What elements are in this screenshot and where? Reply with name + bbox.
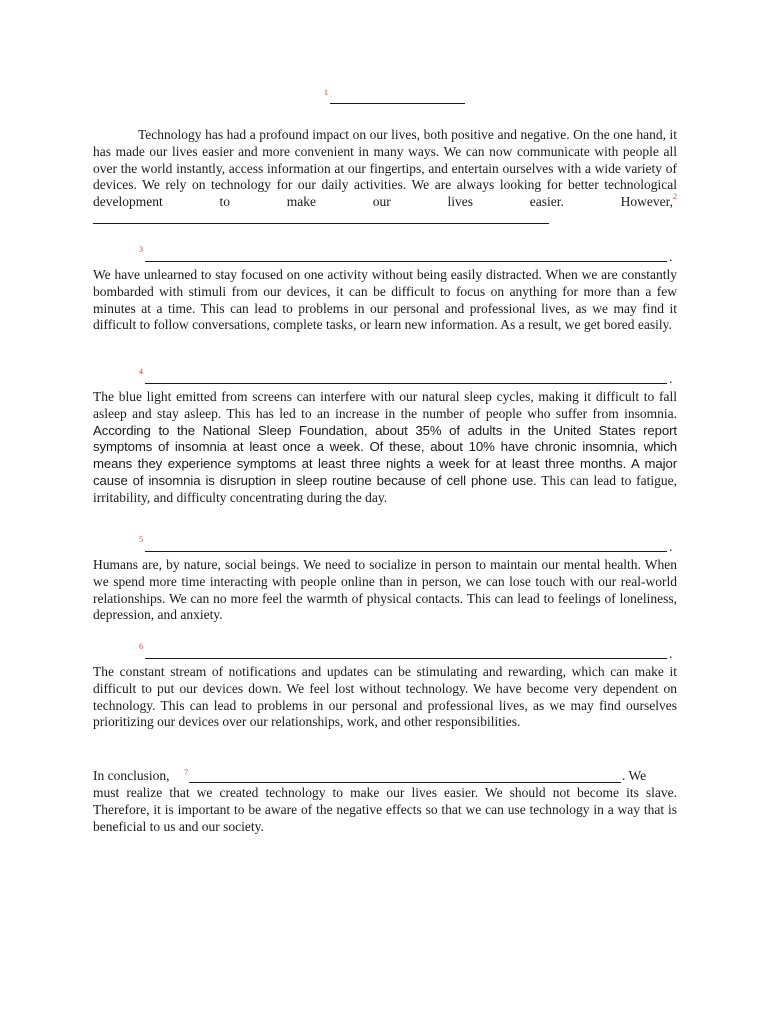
blank-7-line[interactable] bbox=[189, 770, 621, 783]
conclusion-text: must realize that we created technology to make our lives easier. We should not become its slave. Therefore, it is important to be aware of the negative effects so that we can use technology in a way that is beneficial to us and our society. bbox=[93, 785, 677, 834]
blank-number-6: 6 bbox=[139, 642, 143, 651]
blank-number-7: 7 bbox=[184, 768, 188, 777]
section-5-text: Humans are, by nature, social beings. We need to socialize in person to maintain our mental health. When we spend more time interacting with people online than in person, we can lose touch with our real-world relationships. We can no more feel the warmth of physical contacts. This can lead to feelings of loneliness, depression, and anxiety. bbox=[93, 557, 677, 623]
title-blank[interactable] bbox=[324, 88, 469, 106]
blank-5-period: . bbox=[669, 539, 673, 554]
blank-5-line[interactable] bbox=[145, 539, 667, 552]
section-4 bbox=[93, 367, 677, 507]
blank-2-line[interactable] bbox=[93, 211, 549, 224]
section-6 bbox=[93, 642, 677, 731]
conclusion-first-line bbox=[93, 768, 677, 785]
intro-paragraph bbox=[93, 127, 677, 229]
conclusion-after-blank: . We bbox=[622, 768, 647, 783]
section-4-text bbox=[93, 389, 677, 507]
section-3 bbox=[93, 245, 677, 334]
blank-number-1: 1 bbox=[324, 88, 328, 97]
blank-4-period: . bbox=[669, 371, 673, 386]
conclusion-lead: In conclusion, bbox=[93, 768, 170, 783]
conclusion-paragraph bbox=[93, 768, 677, 835]
blank-4-line[interactable] bbox=[145, 371, 667, 384]
blank-6-line[interactable] bbox=[145, 646, 667, 659]
blank-3-period: . bbox=[669, 249, 673, 264]
title-blank-line[interactable] bbox=[330, 91, 465, 104]
section-6-text: The constant stream of notifications and updates can be stimulating and rewarding, which can make it difficult to put our devices down. We feel lost without technology. We have become very dependent on technology. This can lead to problems in our personal and professional lives, as we may find ourselves prioritizing our devices over our relationships, work, and other responsibilities. bbox=[93, 664, 677, 730]
section-4-text-b: According to the National Sleep Foundation, about 35% of adults in the United States report symptoms of insomnia at least once a week. Of these, about 10% have chronic insomnia, which means they experience symptoms at least three nights a week for at least three months. A major cause of insomnia is disruption in sleep routine because of cell phone use. bbox=[93, 422, 677, 488]
question-row-3 bbox=[93, 245, 677, 267]
intro-text: Technology has had a profound impact on our lives, both positive and negative. On the one hand, it has made our lives easier and more convenient in many ways. We can now communicate with people all over the world instantly, access information at our fingertips, and entertain ourselves with a wide variety of devices. We rely on technology for our daily activities. We are always looking for better technological development to make our lives easier. However, bbox=[93, 127, 677, 210]
section-3-text: We have unlearned to stay focused on one activity without being easily distracted. When we are constantly bombarded with stimuli from our devices, it can be difficult to focus on anything for more than a few minutes at a time. This can lead to problems in our personal and professional lives, as we may find it difficult to follow conversations, complete tasks, or learn new information. As a result, we get bored easily. bbox=[93, 267, 677, 333]
blank-number-5: 5 bbox=[139, 535, 143, 544]
blank-number-3: 3 bbox=[139, 245, 143, 254]
question-row-4 bbox=[93, 367, 677, 389]
question-row-6 bbox=[93, 642, 677, 664]
question-row-5 bbox=[93, 535, 677, 557]
section-5 bbox=[93, 535, 677, 624]
section-4-text-a: The blue light emitted from screens can interfere with our natural sleep cycles, making it difficult to fall asleep and stay asleep. This has led to an increase in the number of people who suffer from insomnia. bbox=[93, 389, 677, 421]
blank-number-4: 4 bbox=[139, 367, 143, 376]
blank-3-line[interactable] bbox=[145, 249, 667, 262]
section-4-text-c: This can lead to fatigue, irritability, and difficulty concentrating during the day. bbox=[93, 472, 677, 505]
blank-6-period: . bbox=[669, 646, 673, 661]
blank-number-2: 2 bbox=[673, 192, 677, 202]
